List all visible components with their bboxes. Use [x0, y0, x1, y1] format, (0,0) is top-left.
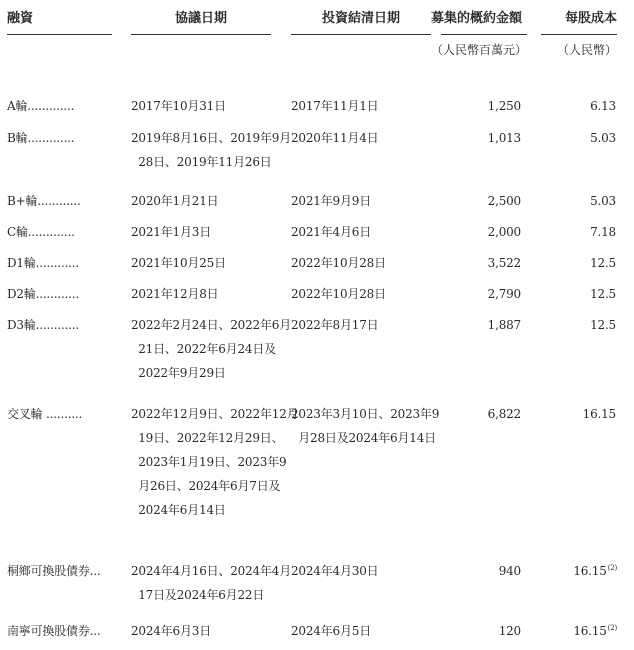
agreement-date: 2019年8月16日、2019年9月 28日、2019年11月26日 [131, 131, 292, 169]
cost-per-share: 12.5 [590, 256, 616, 270]
cost-per-share: 5.03 [590, 194, 616, 208]
agreement-date: 2021年1月3日 [131, 225, 212, 239]
settlement-date: 2022年10月28日 [291, 256, 386, 270]
round-name: C輪............. [7, 225, 75, 239]
cost-per-share: 5.03 [590, 131, 616, 145]
footnote-marker: (2) [607, 564, 617, 572]
header-rule-settlement [291, 34, 431, 35]
amount-raised: 940 [498, 564, 521, 578]
header-amount: 募集的概約金額 [431, 11, 523, 26]
header-rule-cost [541, 34, 617, 35]
agreement-date: 2022年12月9日、2022年12月 19日、2022年12月29日、 2023年1月19日、2023年9 月26日、2024年6月7日及 2024年6月14日 [131, 407, 299, 517]
agreement-date: 2021年12月8日 [131, 287, 219, 301]
agreement-date: 2022年2月24日、2022年6月 21日、2022年6月24日及 2022年9月29日 [131, 318, 292, 380]
header-agreement-date: 協議日期 [174, 11, 227, 26]
agreement-date: 2017年10月31日 [131, 99, 226, 113]
cost-per-share: 12.5 [590, 318, 616, 332]
round-name: D2輪............ [7, 287, 80, 301]
agreement-date: 2021年10月25日 [131, 256, 226, 270]
header-rule-amount [441, 34, 527, 35]
header-rule-financing [7, 34, 112, 35]
settlement-date: 2024年6月5日 [291, 624, 372, 638]
header-amount-unit: （人民幣百萬元） [430, 43, 527, 57]
settlement-date: 2017年11月1日 [291, 99, 379, 113]
amount-raised: 3,522 [487, 256, 521, 270]
cost-per-share: 16.15$^{(2)}$ [573, 624, 617, 638]
amount-raised: 120 [498, 624, 521, 638]
amount-raised: 1,250 [487, 99, 521, 113]
settlement-date: 2022年10月28日 [291, 287, 386, 301]
header-settlement-date: 投資結清日期 [321, 11, 400, 26]
header-financing: 融資 [7, 11, 34, 26]
agreement-date: 2024年4月16日、2024年4月 17日及2024年6月22日 [131, 564, 292, 602]
header-cost: 每股成本 [564, 11, 617, 26]
amount-raised: 2,000 [487, 225, 521, 239]
settlement-date: 2022年8月17日 [291, 318, 379, 332]
cost-per-share: 16.15$^{(2)}$ [573, 564, 617, 578]
agreement-date: 2020年1月21日 [131, 194, 219, 208]
header-rule-agreement [131, 34, 271, 35]
round-name: D1輪............ [7, 256, 80, 270]
cost-per-share: 16.15 [582, 407, 616, 421]
round-name: 交叉輪 .......... [7, 407, 83, 421]
round-name: 南寧可換股債券... [7, 624, 101, 638]
settlement-date: 2020年11月4日 [291, 131, 379, 145]
round-name: 桐鄉可換股債券... [7, 564, 101, 578]
amount-raised: 2,500 [487, 194, 521, 208]
cost-per-share: 7.18 [590, 225, 616, 239]
amount-raised: 1,013 [487, 131, 521, 145]
cost-per-share: 6.13 [590, 99, 616, 113]
round-name: A輪............. [7, 99, 75, 113]
round-name: B+輪............ [7, 194, 81, 208]
amount-raised: 1,887 [487, 318, 521, 332]
settlement-date: 2021年4月6日 [291, 225, 372, 239]
cost-per-share: 12.5 [590, 287, 616, 301]
amount-raised: 2,790 [487, 287, 521, 301]
settlement-date: 2023年3月10日、2023年9 月28日及2024年6月14日 [291, 407, 440, 445]
settlement-date: 2021年9月9日 [291, 194, 372, 208]
amount-raised: 6,822 [487, 407, 521, 421]
agreement-date: 2024年6月3日 [131, 624, 212, 638]
header-cost-unit: （人民幣） [556, 43, 617, 57]
round-name: B輪............. [7, 131, 75, 145]
settlement-date: 2024年4月30日 [291, 564, 379, 578]
footnote-marker: (2) [607, 624, 617, 632]
round-name: D3輪............ [7, 318, 80, 332]
